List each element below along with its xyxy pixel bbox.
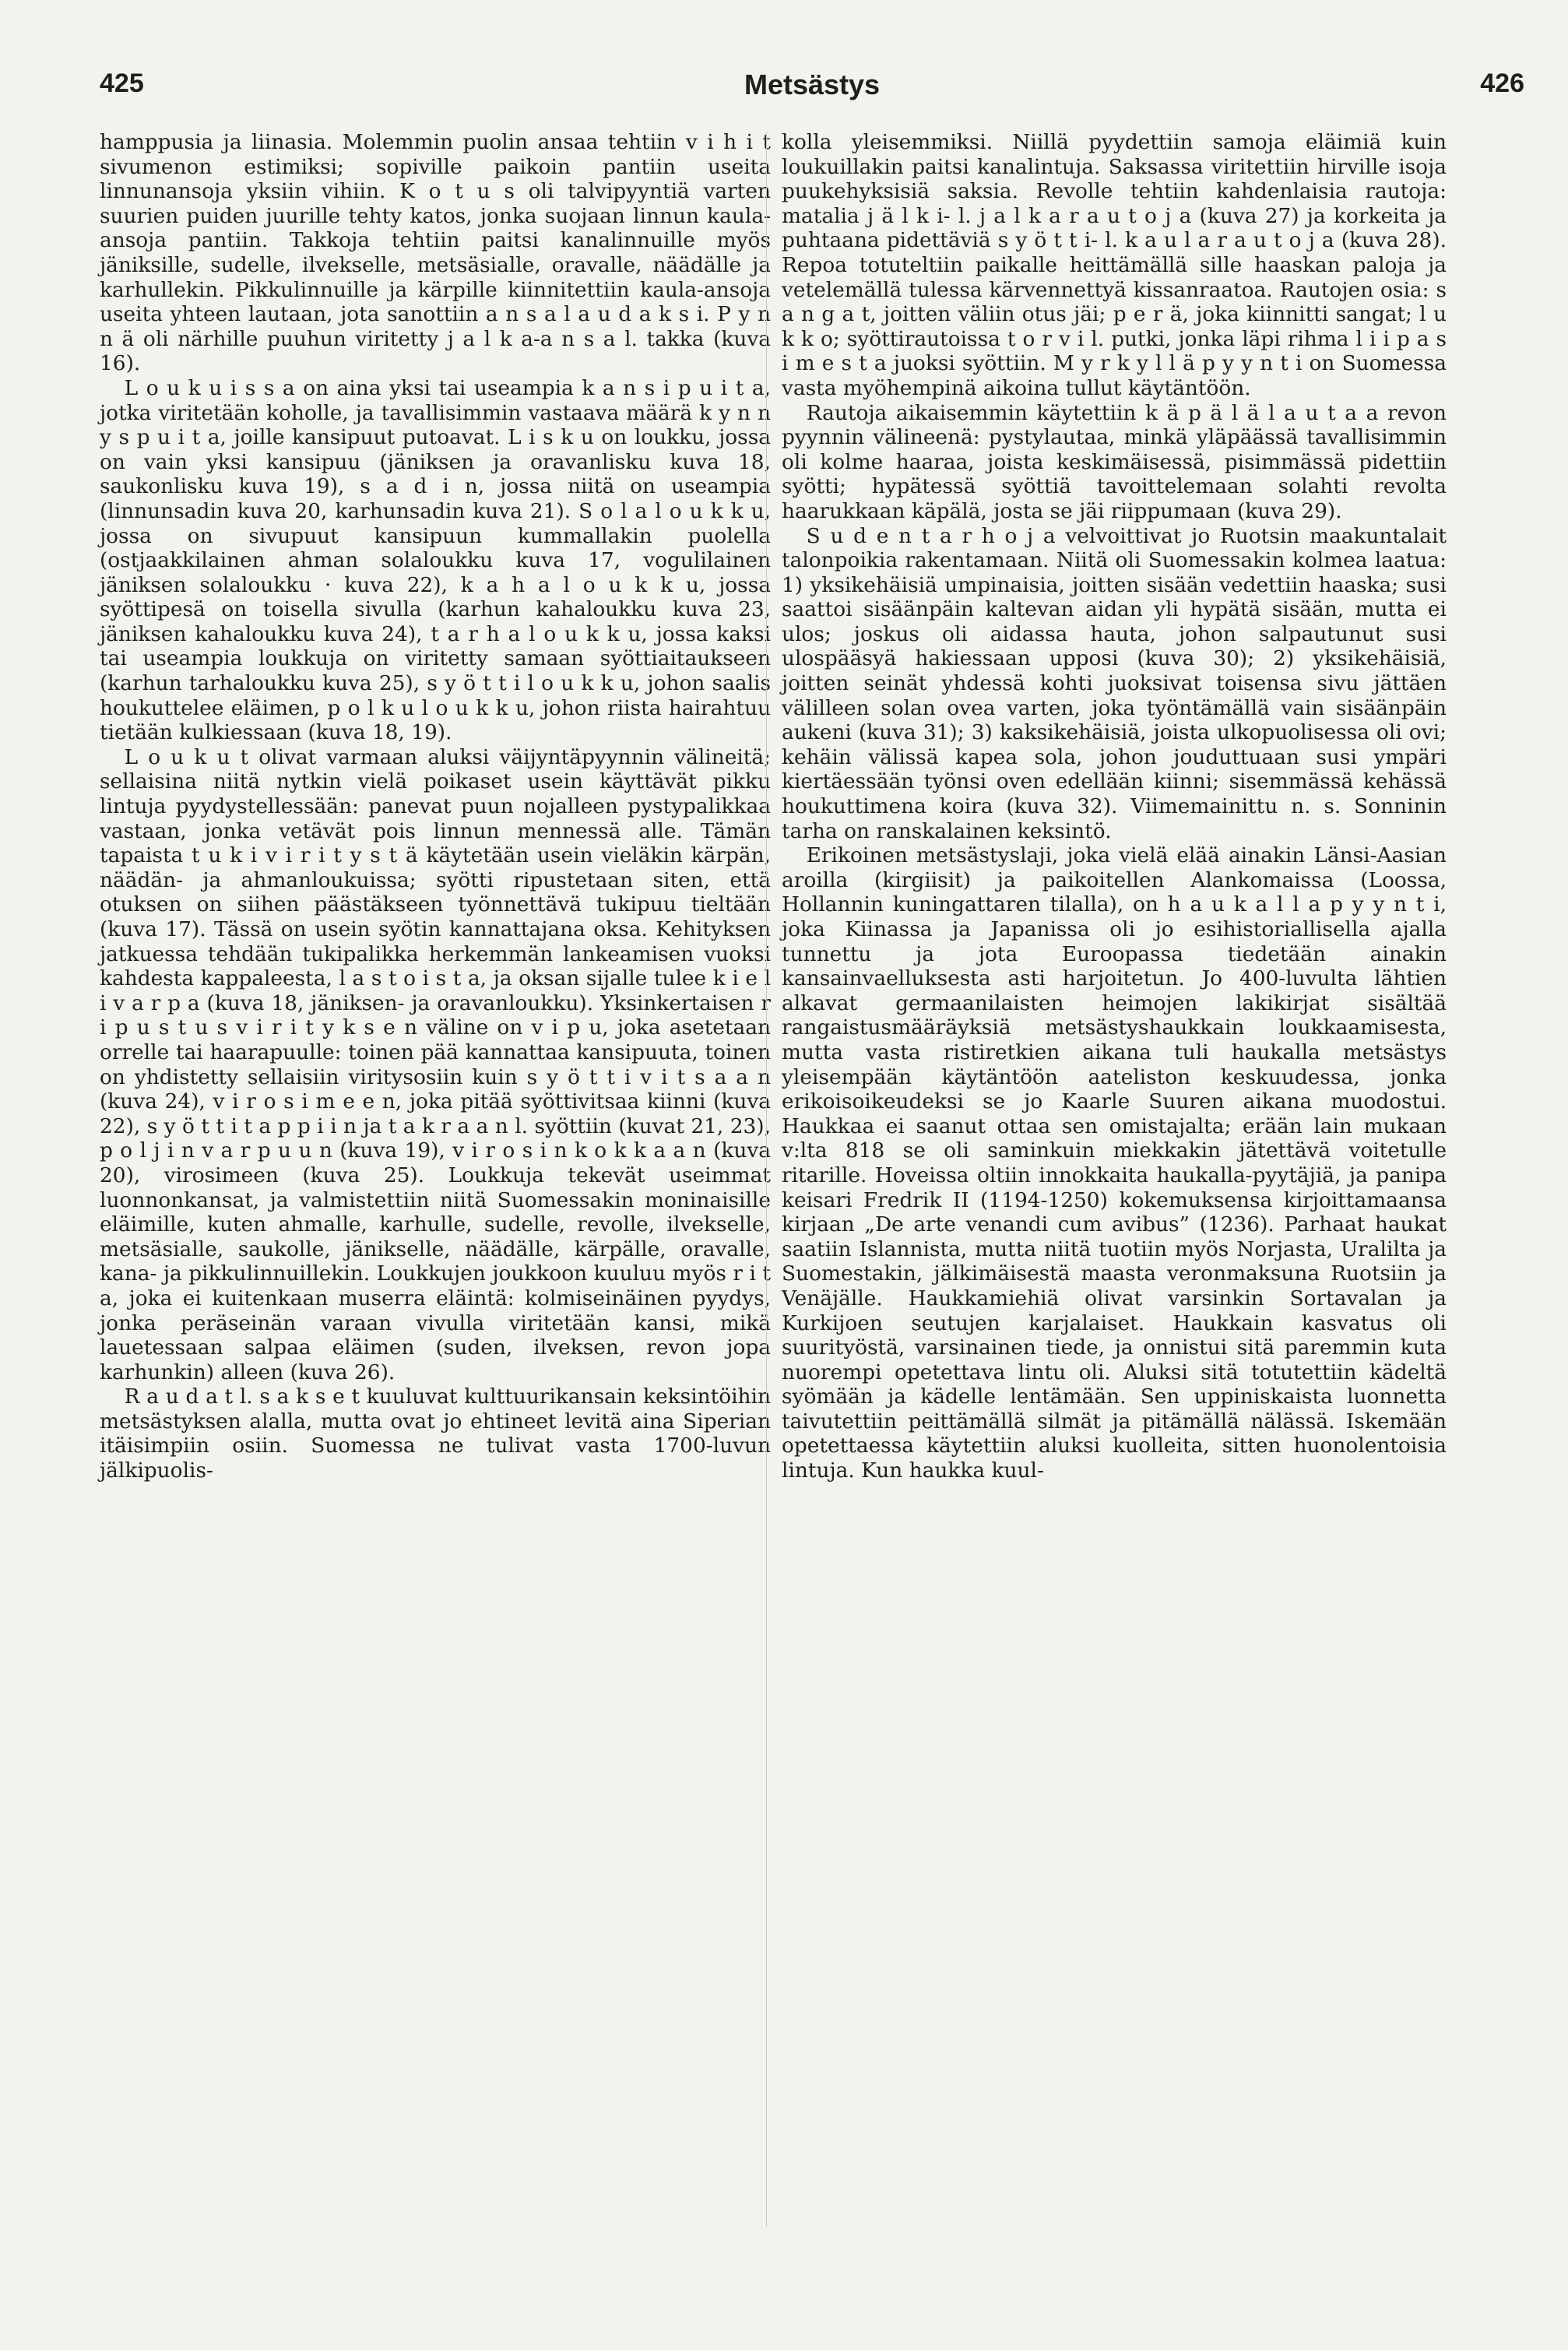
page-number-left: 425	[100, 69, 144, 98]
left-column	[100, 130, 771, 1483]
paragraph: L o u k u i s s a on aina yksi tai useampia k a n s i p u i t a, jotka viritetään koholle, ja tavallisimmin vastaava määrä k y n n y s p u i t a, joille kansipuut putoavat. L i s k u on loukku, jossa on vain yksi kansipuu (jäniksen ja oravanlisku kuva 18, saukonlisku kuva 19), s a d i n, jossa niitä on useampia (linnunsadin kuva 20, karhunsadin kuva 21). S o l a l o u k k u, jossa on sivupuut kansipuun kummallakin puolella (ostjaakkilainen ahman solaloukku kuva 17, vogulilainen jäniksen solaloukku · kuva 22), k a h a l o u k k u, jossa syöttipesä on toisella sivulla (karhun kahaloukku kuva 23, jäniksen kahaloukku kuva 24), t a r h a l o u k k u, jossa kaksi tai useampia loukkuja on viritetty samaan syöttiaitaukseen (karhun tarhaloukku kuva 25), s y ö t t i l o u k k u, johon saalis houkuttelee eläimen, p o l k u l o u k k u, johon riista hairahtuu tietään kulkiessaan (kuva 18, 19).	[100, 375, 771, 745]
paragraph: L o u k u t olivat varmaan aluksi väijyntäpyynnin välineitä; sellaisina niitä nytkin vielä poikaset usein käyttävät pikku lintuja pyydystellessään: panevat puun nojalleen pystypalikkaa vastaan, jonka vetävät pois linnun mennessä alle. Tämän tapaista t u k i v i r i t y s t ä käytetään usein vieläkin kärpän, näädän- ja ahmanloukuissa; syötti ripustetaan siten, että otuksen on siihen päästäkseen työnnettävä tukipuu tieltään (kuva 17). Tässä on usein syötin kannattajana oksa. Kehityksen jatkuessa tehdään tukipalikka herkemmän lankeamisen vuoksi kahdesta kappaleesta, l a s t o i s t a, ja oksan sijalle tulee k i e l i v a r p a (kuva 18, jäniksen- ja oravanloukku). Yksinkertaisen r i p u s t u s v i r i t y k s e n väline on v i p u, joka asetetaan orrelle tai haarapuulle: toinen pää kannattaa kansipuuta, toinen on yhdistetty sellaisiin viritysosiin kuin s y ö t t i v i t s a a n (kuva 24), v i r o s i m e e n, joka pitää syöttivitsaa kiinni (kuva 22), s y ö t t i t a p p i i n ja t a k r a a n l. syöttiin (kuvat 21, 23), p o l j i n v a r p u u n (kuva 19), v i r o s i n k o k k a a n (kuva 20), virosimeen (kuva 25). Loukkuja tekevät useimmat luonnonkansat, ja valmistettiin niitä Suomessakin moninaisille eläimille, kuten ahmalle, karhulle, sudelle, revolle, ilvekselle, metsäsialle, saukolle, jänikselle, näädälle, kärpälle, oravalle, kana- ja pikkulinnuillekin. Loukkujen joukkoon kuuluu myös r i t a, joka ei kuitenkaan muserra eläintä: kolmiseinäinen pyydys, jonka peräseinän varaan vivulla viritetään kansi, mikä lauetessaan salpaa eläimen (suden, ilveksen, revon jopa karhunkin) alleen (kuva 26).	[100, 744, 771, 1384]
paragraph: R a u d a t l. s a k s e t kuuluvat kulttuurikansain keksintöihin metsästyksen alalla, mutta ovat jo ehtineet levitä aina Siperian itäisimpiin osiin. Suomessa ne tulivat vasta 1700-luvun jälkipuolis-	[100, 1384, 771, 1483]
paragraph: Erikoinen metsästyslaji, joka vielä elää ainakin Länsi-Aasian aroilla (kirgiisit) ja paikoitellen Alankomaissa (Loossa, Hollannin kuningattaren tilalla), on h a u k a l l a p y y n t i, joka Kiinassa ja Japanissa oli jo esihistoriallisella ajalla tunnettu ja jota Euroopassa tiedetään ainakin kansainvaelluksesta asti harjoitetun. Jo 400-luvulta lähtien alkavat germaanilaisten heimojen lakikirjat sisältää rangaistusmääräyksiä metsästyshaukkain loukkaamisesta, mutta vasta ristiretkien aikana tuli haukalla metsästys yleisempään käytäntöön aateliston keskuudessa, jonka erikoisoikeudeksi se jo Kaarle Suuren aikana muodostui. Haukkaa ei saanut ottaa sen omistajalta; erään lain mukaan v:lta 818 se oli saminkuin miekkakin jätettävä voitetulle ritarille. Hoveissa oltiin innokkaita haukalla-pyytäjiä, ja panipa keisari Fredrik II (1194-1250) kokemuksensa kirjoittamaansa kirjaan „De arte venandi cum avibus” (1236). Parhaat haukat saatiin Islannista, mutta niitä tuotiin myös Norjasta, Uralilta ja Suomestakin, jälkimäisestä maasta veronmaksuna Ruotsiin ja Venäjälle. Haukkamiehiä olivat varsinkin Sortavalan ja Kurkijoen seutujen karjalaiset. Haukkain kasvatus oli suurityöstä, varsinainen tiede, ja onnistui sitä paremmin kuta nuorempi opetettava lintu oli. Aluksi sitä totutettiin kädeltä syömään ja kädelle lentämään. Sen uppiniskaista luonnetta taivutettiin peittämällä silmät ja pitämällä nälässä. Iskemään opetettaessa käytettiin aluksi kuolleita, sitten huonolentoisia lintuja. Kun haukka kuul-	[782, 843, 1447, 1483]
paragraph: S u d e n t a r h o j a velvoittivat jo Ruotsin maakuntalait talonpoikia rakentamaan. Niitä oli Suomessakin kolmea laatua: 1) yksikehäisiä umpinaisia, joitten sisään vedettiin haaska; susi saattoi sisäänpäin kaltevan aidan yli hypätä sisään, mutta ei ulos; joskus oli aidassa hauta, johon salpautunut susi ulospääsyä hakiessaan upposi (kuva 30); 2) yksikehäisiä, joitten seinät yhdessä kohti juoksivat toisensa sivu jättäen välilleen solan ovea varten, joka työntämällä vain sisäänpäin aukeni (kuva 31); 3) kaksikehäisiä, joista ulkopuolisessa oli ovi; kehäin välissä kapea sola, johon jouduttuaan susi ympäri kiertäessään työnsi oven edellään kiinni; sisemmässä kehässä houkuttimena koira (kuva 32). Viimemainittu n. s. Sonninin tarha on ranskalainen keksintö.	[782, 523, 1447, 843]
paragraph: hamppusia ja liinasia. Molemmin puolin ansaa tehtiin v i h i t sivumenon estimiksi; sopiville paikoin pantiin useita linnunansoja yksiin vihiin. K o t u s oli talvipyyntiä varten suurien puiden juurille tehty katos, jonka suojaan linnun kaula-ansoja pantiin. Takkoja tehtiin paitsi kanalinnuille myös jäniksille, sudelle, ilvekselle, metsäsialle, oravalle, näädälle ja karhullekin. Pikkulinnuille ja kärpille kiinnitettiin kaula-ansoja useita yhteen lautaan, jota sanottiin a n s a l a u d a k s i. P y n n ä oli närhille puuhun viritetty j a l k a-a n s a l. takka (kuva 16).	[100, 130, 771, 376]
paragraph: Rautoja aikaisemmin käytettiin k ä p ä l ä l a u t a a revon pyynnin välineenä: pystylautaa, minkä yläpäässä tavallisimmin oli kolme haaraa, joista keskimäisessä, pisimmässä pidettiin syötti; hypätessä syöttiä tavoittelemaan solahti revolta haarukkaan käpälä, josta se jäi riippumaan (kuva 29).	[782, 400, 1447, 523]
column-divider	[766, 132, 767, 2227]
page-header	[100, 69, 1524, 115]
page-number-right: 426	[1480, 69, 1524, 98]
running-title: Metsästys	[744, 69, 881, 100]
right-column	[782, 130, 1447, 1483]
paragraph: kolla yleisemmiksi. Niillä pyydettiin samoja eläimiä kuin loukuillakin paitsi kanalintuja. Saksassa viritettiin hirville isoja puukehyksisiä saksia. Revolle tehtiin kahdenlaisia rautoja: matalia j ä l k i- l. j a l k a r a u t o j a (kuva 27) ja korkeita ja puhtaana pidettäviä s y ö t t i- l. k a u l a r a u t o j a (kuva 28). Repoa totuteltiin paikalle heittämällä sille haaskan paloja ja vetelemällä tulessa kärvennettyä kissanraatoa. Rautojen osia: s a n g a t, joitten väliin otus jäi; p e r ä, joka kiinnitti sangat; l u k k o; syöttirautoissa t o r v i l. putki, jonka läpi rihma l i i p a s i m e s t a juoksi syöttiin. M y r k y l l ä p y y n t i on Suomessa vasta myöhempinä aikoina tullut käytäntöön.	[782, 130, 1447, 400]
